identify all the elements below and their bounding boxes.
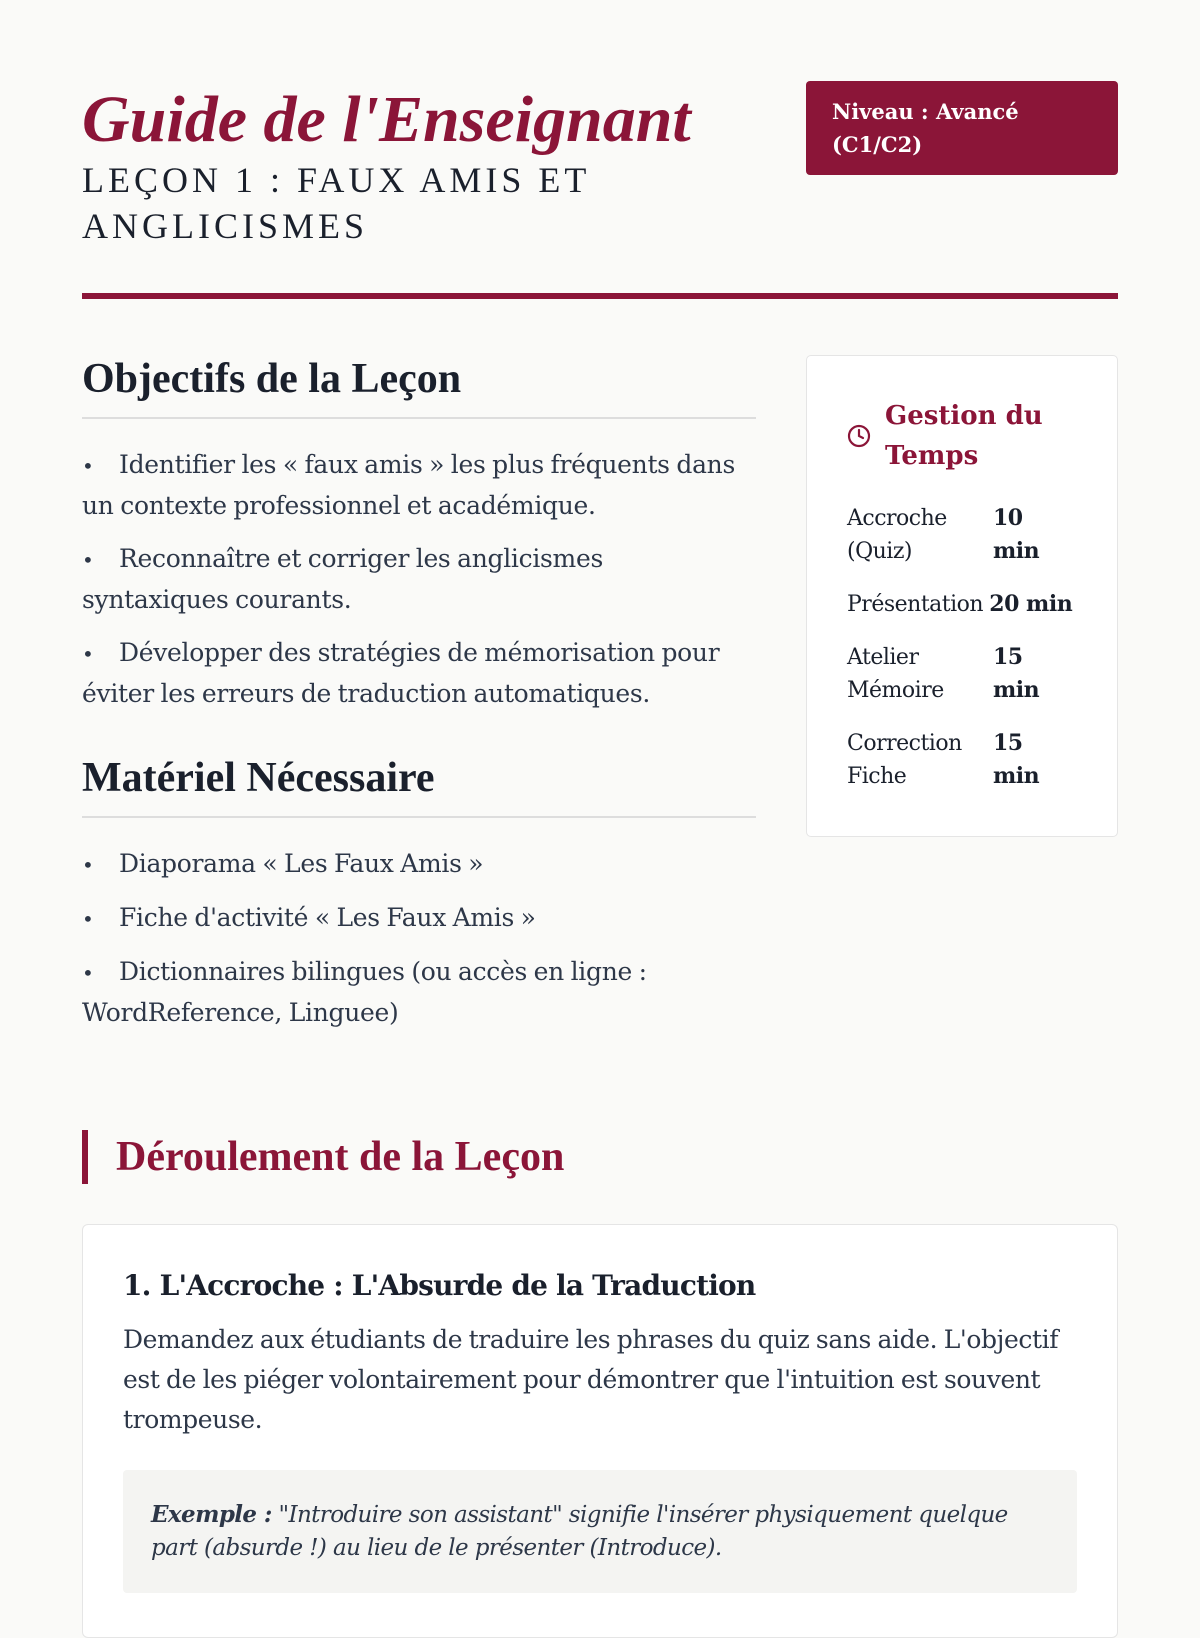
time-value: 20 min (989, 590, 1073, 617)
level-badge: Niveau : Avancé (C1/C2) (806, 81, 1118, 175)
materials-list (82, 844, 756, 1033)
time-label: Correction Fiche (847, 730, 962, 789)
objectives-heading: Objectifs de la Leçon (82, 355, 756, 419)
list-item: • Fiche d'activité « Les Faux Amis » (82, 898, 756, 939)
objectives-list (82, 445, 756, 714)
list-item: • Développer des stratégies de mémorisation pour éviter les erreurs de traduction automatiques. (82, 633, 756, 714)
time-management-card (806, 355, 1118, 837)
list-item: • Identifier les « faux amis » les plus fréquents dans un contexte professionnel et académique. (82, 445, 756, 526)
list-item: • Reconnaître et corriger les anglicismes syntaxiques courants. (82, 539, 756, 620)
list-item: • Dictionnaires bilingues (ou accès en ligne : WordReference, Linguee) (82, 952, 756, 1033)
time-row (847, 641, 1077, 707)
progress-heading: Déroulement de la Leçon (82, 1130, 1118, 1184)
time-row (847, 502, 1077, 568)
time-heading: Gestion du Temps (885, 400, 1043, 471)
time-label: Accroche (Quiz) (847, 505, 947, 564)
example-box (123, 1470, 1077, 1593)
time-value: 15 min (993, 643, 1040, 703)
step-card (82, 1224, 1118, 1638)
step-title: 1. L'Accroche : L'Absurde de la Traduction (123, 1268, 756, 1302)
time-row (847, 588, 1077, 621)
example-text: "Introduire son assistant" signifie l'insérer physiquement quelque part (absurde !) au lieu de le présenter (Introduce). (151, 1501, 1008, 1561)
page-title: Guide de l'Enseignant (82, 83, 691, 156)
time-row (847, 727, 1077, 793)
example-label: Exemple : (151, 1500, 272, 1528)
time-label: Présentation (847, 591, 984, 617)
step-text: Demandez aux étudiants de traduire les phrases du quiz sans aide. L'objectif est de les piéger volontairement pour démontrer que l'intuition est souvent trompeuse. (123, 1324, 1059, 1434)
time-value: 10 min (993, 504, 1040, 564)
header (82, 80, 1118, 299)
time-label: Atelier Mémoire (847, 644, 944, 703)
lesson-subtitle: LEÇON 1 : FAUX AMIS ET ANGLICISMES (82, 159, 590, 246)
materials-heading: Matériel Nécessaire (82, 754, 756, 818)
clock-icon (847, 424, 871, 448)
time-value: 15 min (993, 729, 1040, 789)
list-item: • Diaporama « Les Faux Amis » (82, 844, 756, 885)
